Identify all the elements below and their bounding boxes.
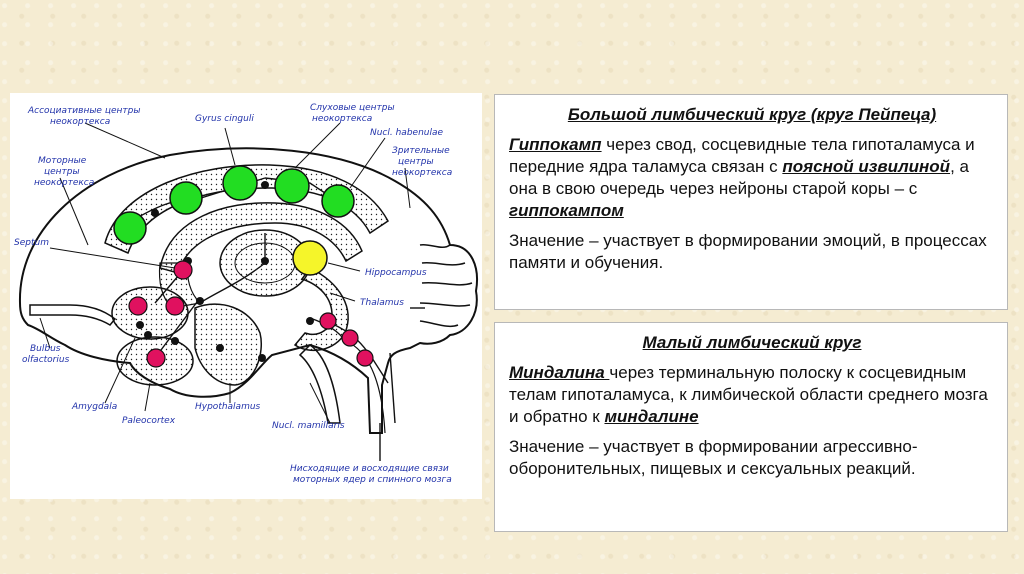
label-gyrus-cinguli: Gyrus cinguli (195, 114, 254, 124)
label-bulbus-1: Bulbus (30, 344, 61, 354)
term-hippocampus: Гиппокамп (509, 135, 602, 154)
label-paths-1: Нисходящие и восходящие связи (290, 464, 449, 474)
label-auditory-2: неокортекса (312, 114, 373, 124)
description-text-3: через терминальную полоску к сосцевидным телам гипоталамуса, к лимбической области среднего мозга и обратно к (509, 363, 988, 426)
label-visual-3: неокортекса (392, 168, 453, 178)
label-thalamus: Thalamus (360, 298, 404, 308)
olfactory-bulb (30, 305, 115, 325)
label-visual-1: Зрительные (392, 146, 450, 156)
label-assoc-1: Ассоциативные центры (28, 106, 141, 116)
great-limbic-circle-significance: Значение – участвует в формировании эмоций, в процессах памяти и обучения. (509, 231, 987, 272)
limbic-system-diagram (10, 93, 482, 499)
great-limbic-circle-box (494, 94, 1008, 310)
label-habenulae: Nucl. habenulae (370, 128, 444, 138)
term-cingulate-gyrus: поясной извилиной (782, 157, 951, 176)
label-paths-2: моторных ядер и спинного мозга (293, 475, 452, 485)
hypothalamus-region (195, 304, 261, 385)
label-motor-1: Моторные (38, 156, 87, 166)
label-motor-3: неокортекса (34, 178, 95, 188)
great-limbic-circle-title: Большой лимбический круг (круг Пейпеца) (567, 105, 937, 124)
label-assoc-2: неокортекса (50, 117, 111, 127)
description-text-2: , а она в свою очередь через нейроны старой коры – с (509, 157, 969, 198)
label-auditory-1: Слуховые центры (310, 103, 395, 113)
small-limbic-circle-description (509, 362, 995, 428)
term-amygdala: Миндалина (509, 363, 610, 382)
label-hippocampus: Hippocampus (365, 268, 427, 278)
label-motor-2: центры (44, 167, 80, 177)
term-amygdala-2: миндалине (604, 407, 699, 426)
brainstem (300, 345, 340, 423)
small-limbic-circle-significance: Значение – участвует в формировании агрессивно-оборонительных, пищевых и сексуальных реакций. (509, 437, 918, 478)
label-septum: Septum (14, 238, 49, 248)
label-bulbus-2: olfactorius (22, 355, 70, 365)
label-hypothalamus: Hypothalamus (195, 402, 261, 412)
term-hippocampus-2: гиппокампом (509, 201, 624, 220)
great-limbic-circle-description (509, 134, 995, 222)
hippocampus-yellow-node (293, 241, 327, 275)
small-limbic-circle-box (494, 322, 1008, 532)
label-visual-2: центры (398, 157, 434, 167)
label-amygdala: Amygdala (72, 402, 118, 412)
label-mamillaris: Nucl. mamillaris (272, 421, 345, 431)
description-text-1: через свод, сосцевидные тела гипоталамуса и передние ядра таламуса связан с (509, 135, 975, 176)
cerebellum (420, 245, 472, 327)
small-limbic-circle-title: Малый лимбический круг (642, 333, 862, 352)
brain-diagram-svg (10, 93, 482, 499)
label-paleocortex: Paleocortex (122, 416, 176, 426)
